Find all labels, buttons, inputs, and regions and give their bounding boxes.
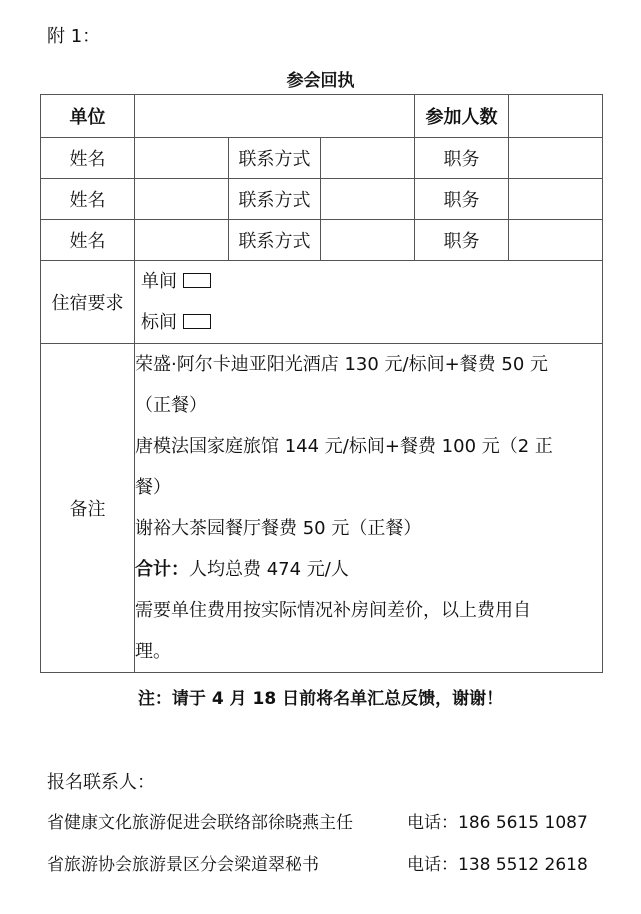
position-field[interactable] (509, 179, 603, 220)
notes-content (135, 344, 603, 673)
attendee-row (41, 179, 603, 220)
name-field[interactable] (135, 138, 229, 179)
name-label: 姓名 (41, 220, 135, 261)
notes-line: 谢裕大茶园餐厅餐费 50 元（正餐） (135, 518, 422, 539)
contact-name: 省健康文化旅游促进会联络部徐晓燕主任 (47, 813, 353, 833)
deadline-note: 注：请于 4 月 18 日前将名单汇总反馈，谢谢！ (137, 689, 504, 709)
notes-line: 唐模法国家庭旅馆 144 元/标间+餐费 100 元（2 正 (135, 436, 553, 457)
attendee-row (41, 220, 603, 261)
contact-field[interactable] (321, 138, 415, 179)
position-field[interactable] (509, 138, 603, 179)
notes-line: 理。 (135, 641, 171, 662)
name-label: 姓名 (41, 179, 135, 220)
contact-phone: 电话：186 5615 1087 (407, 813, 588, 833)
total-value: 人均总费 474 元/人 (189, 559, 349, 580)
contact-label: 联系方式 (229, 179, 321, 220)
standard-room-checkbox[interactable] (183, 314, 211, 329)
contact-entry (47, 808, 588, 833)
accommodation-options (135, 261, 603, 344)
notes-line: （正餐） (135, 395, 207, 416)
attendees-label: 参加人数 (415, 95, 509, 138)
total-line (135, 549, 602, 590)
position-label: 职务 (415, 220, 509, 261)
notes-line: 需要单住费用按实际情况补房间差价，以上费用自 (135, 600, 531, 621)
contacts-title: 报名联系人： (47, 772, 155, 793)
position-label: 职务 (415, 179, 509, 220)
notes-line: 荣盛·阿尔卡迪亚阳光酒店 130 元/标间+餐费 50 元 (135, 354, 549, 375)
unit-label: 单位 (41, 95, 135, 138)
single-room-checkbox[interactable] (183, 273, 211, 288)
accommodation-label: 住宿要求 (41, 261, 135, 344)
unit-row (41, 95, 603, 138)
contact-field[interactable] (321, 179, 415, 220)
registration-form-table (40, 94, 603, 673)
standard-room-label: 标间 (141, 312, 177, 333)
contact-label: 联系方式 (229, 220, 321, 261)
contact-label: 联系方式 (229, 138, 321, 179)
attachment-label: 附 1： (47, 26, 101, 47)
position-field[interactable] (509, 220, 603, 261)
contact-name: 省旅游协会旅游景区分会梁道翠秘书 (47, 855, 319, 875)
unit-field[interactable] (135, 95, 415, 138)
single-room-label: 单间 (141, 271, 177, 292)
notes-line: 餐） (135, 477, 171, 498)
position-label: 职务 (415, 138, 509, 179)
contact-field[interactable] (321, 220, 415, 261)
form-title: 参会回执 (286, 71, 355, 91)
notes-row (41, 344, 603, 673)
attendee-row (41, 138, 603, 179)
name-field[interactable] (135, 179, 229, 220)
accommodation-row (41, 261, 603, 344)
total-label: 合计： (135, 559, 189, 580)
contact-phone: 电话：138 5512 2618 (407, 855, 588, 875)
single-room-option[interactable] (135, 261, 602, 302)
standard-room-option[interactable] (135, 302, 602, 343)
contact-entry (47, 850, 588, 875)
name-field[interactable] (135, 220, 229, 261)
name-label: 姓名 (41, 138, 135, 179)
notes-label: 备注 (41, 344, 135, 673)
attendees-field[interactable] (509, 95, 603, 138)
